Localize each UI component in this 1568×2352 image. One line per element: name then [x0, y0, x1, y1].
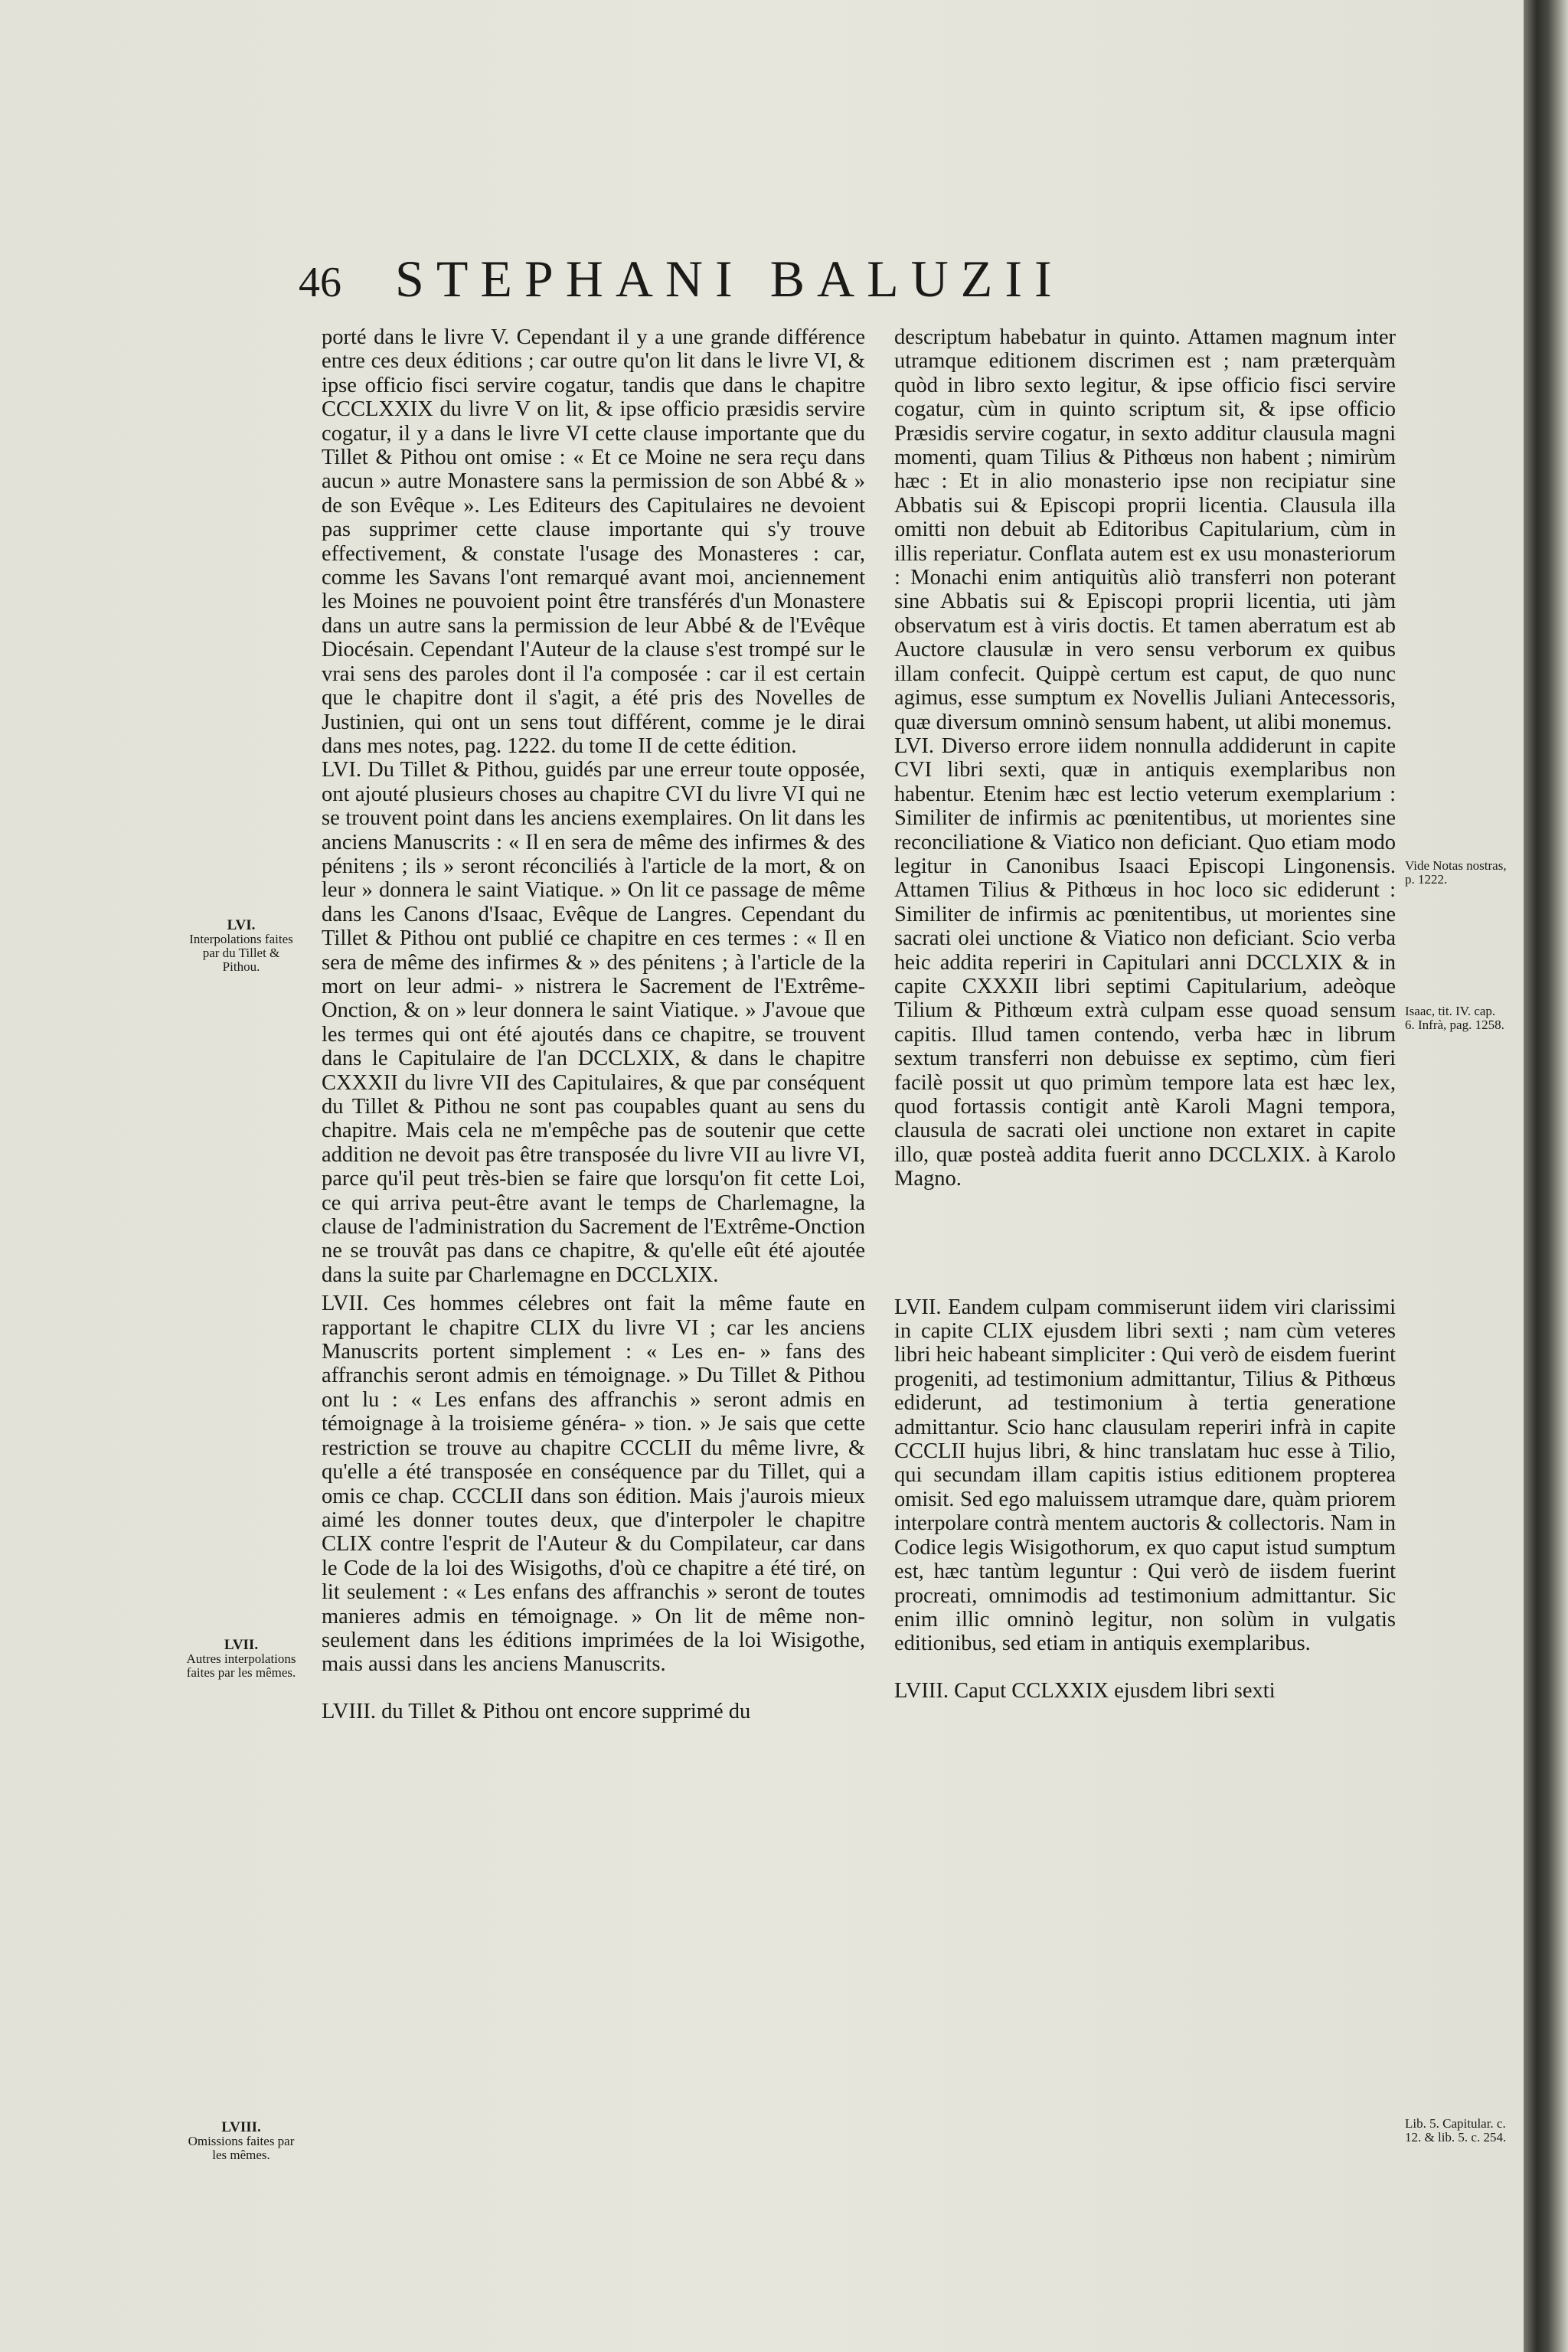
margin-note-left [184, 919, 299, 974]
latin-paragraph: LVI. Diverso errore iidem nonnulla addiderunt in capite CVI libri sexti, quæ in antiquis exemplaribus non habentur. Etenim hæc est lectio veterum exemplarium : Similiter de infirmis ac pœnitentibus, ut morientes sine reconciliatione & Viatico non deficiant. Quo etiam modo legitur in Canonibus Isaaci Episcopi Lingonensis. Attamen Tilius & Pithœus in hoc loco sic ediderunt : Similiter de infirmis ac pœnitentibus, ut morientes sine sacrati olei unctione & Viatico non deficiant. Scio verba heic addita reperiri in Capitulari anni DCCLXIX & in capite CXXXII libri septimi Capitularium, adeòque Tilium & Pithœum extrà culpam esse quoad sensum capitis. Illud tamen contendo, verba hæc in librum sextum transferri non debuisse ex septimo, cùm fieri facilè possit ut quo primùm tempore lata est hæc lex, quod fortassis contigit antè Karoli Magni tempora, clausula de sacrati olei unctione non extaret in capite illo, quæ posteà addita fuerit anno DCCLXIX. à Karolo Magno. [894, 733, 1396, 1191]
page-header [299, 249, 1279, 318]
margin-note-left [184, 1638, 299, 1680]
french-paragraph: LVIII. du Tillet & Pithou ont encore supprimé du [322, 1699, 751, 1723]
margin-note-number: LVI. [227, 917, 256, 933]
running-title: STEPHANI BALUZII [395, 250, 1064, 308]
margin-note-left [184, 2121, 299, 2162]
french-paragraph: LVI. Du Tillet & Pithou, guidés par une erreur toute opposée, ont ajouté plusieurs choses au chapitre CVI du livre VI qui ne se trouvent point dans les anciens exemplaires. On lit dans les anciens Manuscrits : « Il en sera de même des infirmes & des pénitens ; ils » seront réconciliés à l'article de la mort, & on leur » donnera le saint Viatique. » On lit ce passage de même dans les Canons d'Isaac, Evêque de Langres. Cependant du Tillet & Pithou ont publié ce chapitre en ces termes : « Il en sera de même des infirmes & » des pénitens ; à l'article de la mort on leur admi- » nistrera le Sacrement de l'Extrême-Onction, & on » leur donnera le saint Viatique. » J'avoue que les termes qui ont été ajoutés dans ce chapitre, se trouvent dans le Capitulaire de l'an DCCLXIX, & dans le chapitre CXXXII du livre VII des Capitulaires, & que par conséquent du Tillet & Pithou ne sont pas coupables quant au sens du chapitre. Mais cela ne m'empêche pas de soutenir que cette addition ne devoit pas être transposée du livre VII au livre VI, parce qu'il peut très-bien se faire que lorsqu'on fit cette Loi, ce qui arriva peut-être avant le temps de Charlemagne, la clause de l'administration du Sacrement de l'Extrême-Onction ne se trouvât pas dans ce chapitre, & qu'elle eût été ajoutée dans la suite par Charlemagne en DCCLXIX. [322, 758, 865, 1287]
french-paragraph: porté dans le livre V. Cependant il y a une grande différence entre ces deux éditions ; car outre qu'on lit dans le livre VI, & ipse officio fisci servire cogatur, tandis que dans le chapitre CCCLXXIX du livre V on lit, & ipse officio præsidis servire cogatur, il y a dans le livre VI cette clause importante que du Tillet & Pithou ont omise : « Et ce Moine ne sera reçu dans aucun » autre Monastere sans la permission de son Abbé & » de son Evêque ». Les Editeurs des Capitulaires ne devoient pas supprimer cette clause importante qui s'y trouve effectivement, & constate l'usage des Monasteres : car, comme les Savans l'ont remarqué avant moi, anciennement les Moines ne pouvoient point être transférés d'un Monastere dans un autre sans la permission de leur Abbé & de l'Evêque Diocésain. Cependant l'Auteur de la clause s'est trompé sur le vrai sens des paroles dont il l'a composée : car il est certain que le chapitre dont il s'agit, a été pris des Novelles de Justinien, qui ont un sens tout différent, comme je le dirai dans mes notes, pag. 1222. du tome II de cette édition. [322, 325, 865, 758]
margin-note-right [1405, 1004, 1508, 1032]
margin-note-text: Autres interpolations faites par les mêmes. [186, 1651, 296, 1680]
book-gutter-shadow [1524, 0, 1568, 2352]
margin-note-text: Vide Notas nostras, p. 1222. [1405, 858, 1507, 887]
margin-note-text: Lib. 5. Capitular. c. 12. & lib. 5. c. 254. [1405, 2116, 1507, 2145]
latin-paragraph: LVII. Eandem culpam commiserunt iidem viri clarissimi in capite CLIX ejusdem libri sexti ; nam cùm veteres libri heic habeant simpliciter : Qui verò de eisdem fuerint progeniti, ad testimonium admittantur, Tilius & Pithœus ediderunt, ad testimonium à tertia generatione admittantur. Scio hanc clausulam reperiri infrà in capite CCCLII hujus libri, & hinc translatam huc esse à Tilio, qui secundam illam capitis istius editionem propterea omisit. Sed ego maluissem utramque dare, quàm priorem interpolare contrà mentem auctoris & collectoris. Nam in Codice legis Wisigothorum, ex quo caput istud sumptum est, hæc tantùm leguntur : Qui verò de iisdem fuerint procreati, omnimodis ad testimonium admittantur. Sic enim illic omninò legitur, non solùm in vulgatis editionibus, sed etiam in antiquis exemplaribus. [894, 1295, 1396, 1656]
french-paragraph: LVII. Ces hommes célebres ont fait la même faute en rapportant le chapitre CLIX du livre VI ; car les anciens Manuscrits portent simplement : « Les en- » fans des affranchis seront admis en témoignage. » Du Tillet & Pithou ont lu : « Les enfans des affranchis » seront admis en témoignage à la troisieme généra- » tion. » Je sais que cette restriction se trouve au chapitre CCCLII du même livre, & qu'elle a été transposée en conséquence par du Tillet, qui a omis ce chap. CCCLII dans son édition. Mais j'aurois mieux aimé les donner toutes deux, que d'interpoler le chapitre CLIX contre l'esprit de l'Auteur & du Compilateur, car dans le Code de la loi des Wisigoths, d'où ce chapitre a été tiré, on lit seulement : « Les enfans des affranchis » seront de toutes manieres admis en témoignage. » On lit de même non-seulement dans les éditions imprimées de la loi Wisigothe, mais aussi dans les anciens Manuscrits. [322, 1292, 865, 1677]
margin-note-text: Interpolations faites par du Tillet & Pithou. [189, 932, 293, 974]
margin-note-number: LVIII. [221, 2119, 261, 2135]
margin-note-text: Isaac, tit. IV. cap. 6. Infrà, pag. 1258. [1405, 1004, 1504, 1032]
latin-paragraph: LVIII. Caput CCLXXIX ejusdem libri sexti [894, 1678, 1276, 1703]
margin-note-number: LVII. [224, 1637, 259, 1653]
french-column [322, 325, 865, 1723]
margin-note-right [1405, 859, 1508, 887]
margin-note-right [1405, 2117, 1508, 2145]
latin-column [894, 325, 1396, 1703]
page-number: 46 [299, 259, 341, 306]
latin-paragraph: descriptum habebatur in quinto. Attamen magnum inter utramque editionem discrimen est ; nam præterquàm quòd in libro sexto legitur, & ipse officio fisci servire cogatur, cùm in quinto scriptum sit, & ipse officio Præsidis servire cogatur, in sexto additur clausula magni momenti, quam Tilius & Pithœus non habent ; nimirùm hæc : Et in alio monasterio ipse non recipiatur sine Abbatis sui & Episcopi proprii licentia. Clausula illa omitti non debuit ab Editoribus Capitularium, cùm in illis reperiatur. Conflata autem est ex usu monasteriorum : Monachi enim antiquitùs aliò transferri non poterant sine Abbatis sui & Episcopi proprii licentia, uti jàm observatum est à viris doctis. Et tamen aberratum est ab Auctore clausulæ in vero sensu verborum ex quibus illam confecit. Quippè certum est caput, de quo nunc agimus, esse sumptum ex Novellis Juliani Antecessoris, quæ diversum omninò sensum habent, ut alibi monemus. [894, 325, 1396, 734]
margin-note-text: Omissions faites par les mêmes. [188, 2134, 295, 2162]
